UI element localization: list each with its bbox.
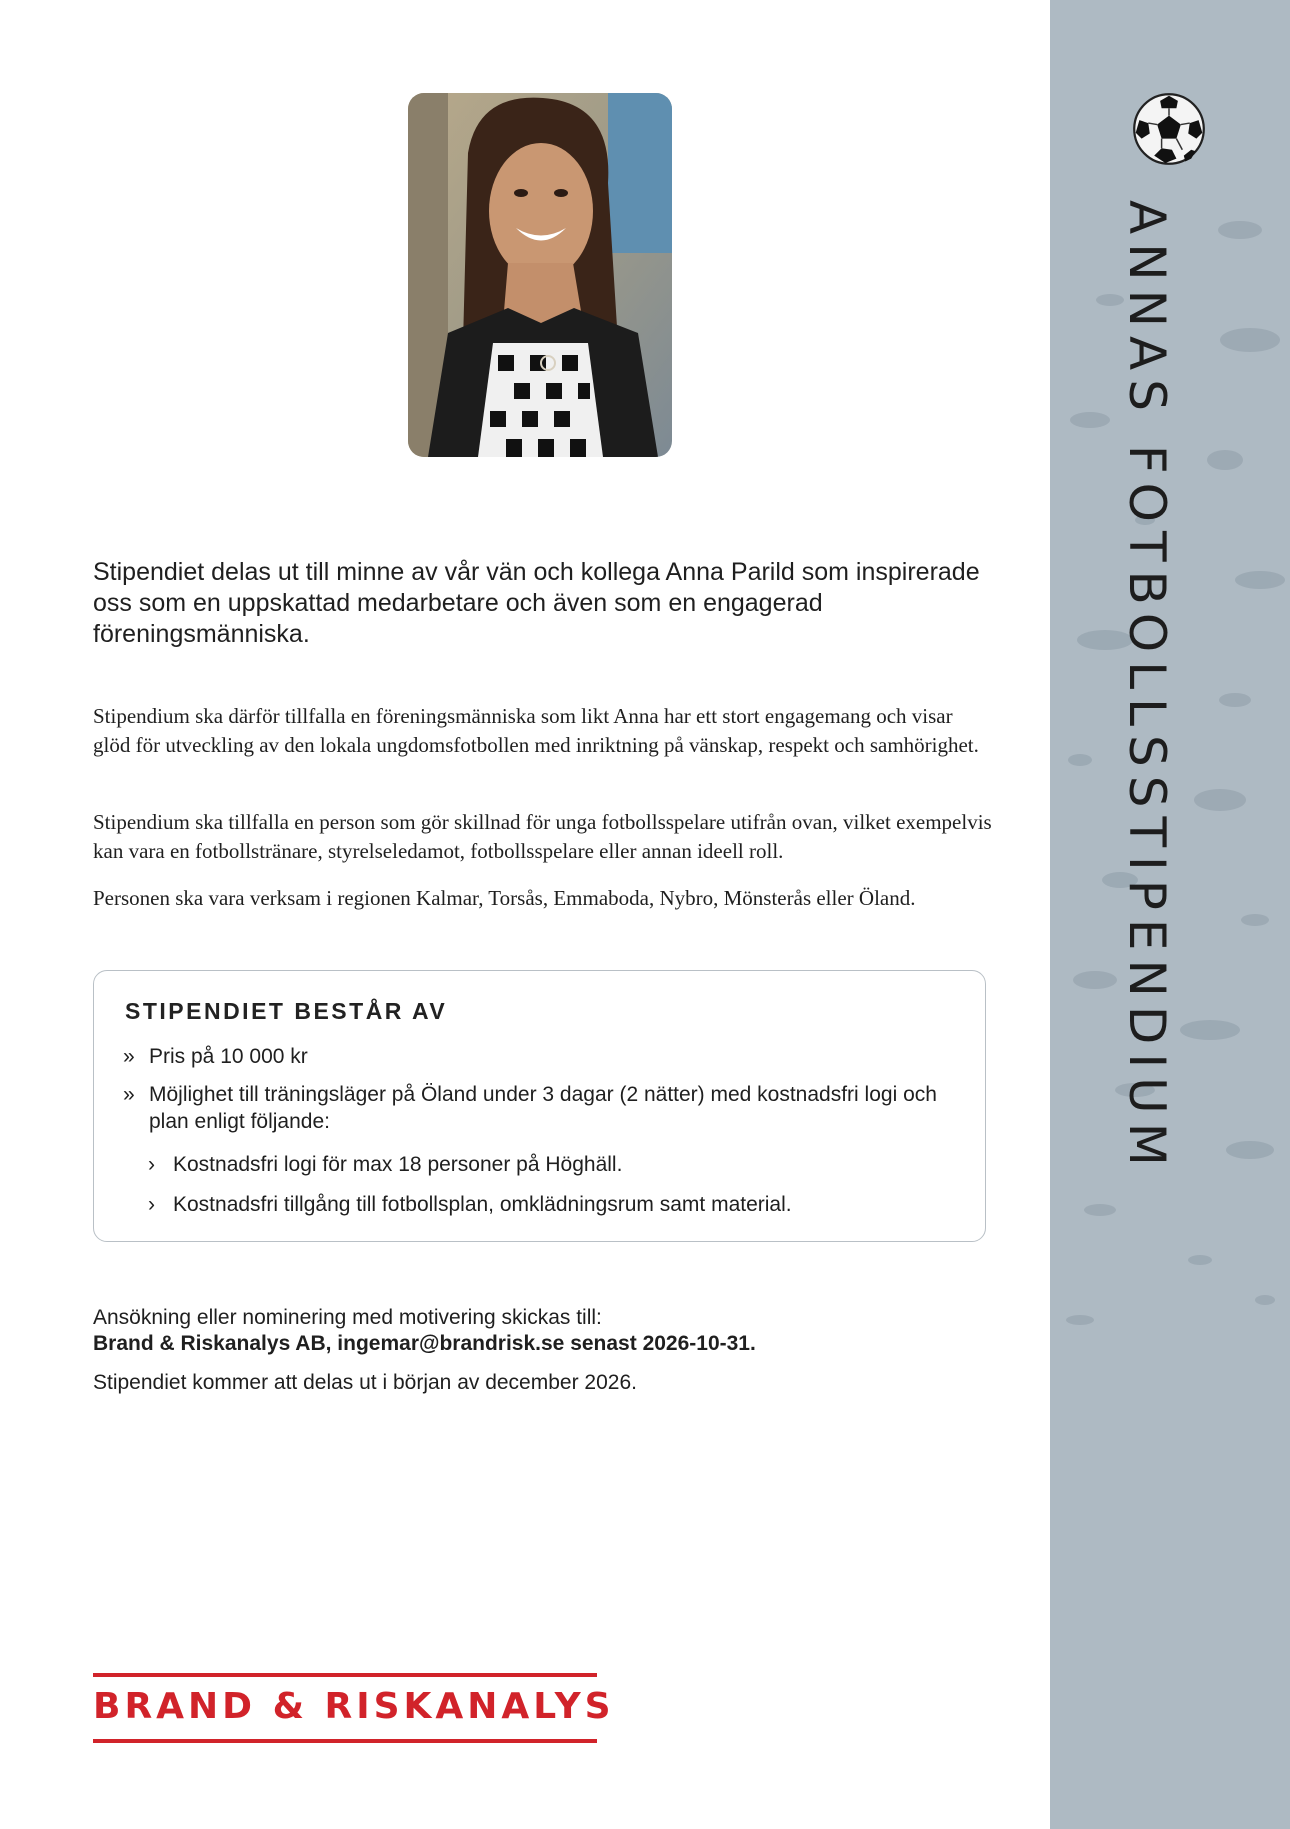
- list-item-text: Möjlighet till träningsläger på Öland under 3 dagar (2 nätter) med kostnadsfri logi och plan enligt följande:: [149, 1083, 937, 1133]
- company-logo: [93, 1673, 615, 1743]
- intro-text: Stipendiet delas ut till minne av vår vän och kollega Anna Parild som inspirerade oss som en uppskattad medarbetare och även som en engagerad föreningsmänniska.: [93, 558, 980, 648]
- list-item: [123, 1081, 973, 1135]
- application-info: [93, 1305, 756, 1357]
- body-paragraph: Stipendium ska tillfalla en person som gör skillnad för unga fotbollsspelare utifrån ovan, vilket exempelvis kan vara en fotbollstränare, styrelseledamot, fotbollsspelare eller annan ideell roll.: [93, 810, 992, 863]
- logo-rule: [93, 1673, 597, 1677]
- soccer-ball-icon: [1132, 92, 1206, 166]
- application-contact: Brand & Riskanalys AB, ingemar@brandrisk.se senast 2026-10-31.: [93, 1332, 756, 1355]
- bullet-marker: »: [123, 1083, 135, 1106]
- sub-bullet-marker: ›: [148, 1153, 155, 1176]
- bullet-marker: »: [123, 1045, 135, 1068]
- document-title: ANNAS FOTBOLLSSTIPENDIUM: [1118, 200, 1176, 1175]
- logo-wordmark: BRAND & RISKANALYS: [93, 1686, 615, 1727]
- application-instruction: Ansökning eller nominering med motivering skickas till:: [93, 1306, 602, 1329]
- portrait-photo: [408, 93, 672, 457]
- logo-rule: [93, 1739, 597, 1743]
- body-paragraph: Stipendium ska därför tillfalla en föreningsmänniska som likt Anna har ett stort engagemang och visar glöd för utveckling av den lokala ungdomsfotbollen med inriktning på vänskap, respekt och samhörighet.: [93, 704, 979, 757]
- sub-list-item: [148, 1191, 792, 1218]
- scholarship-box-title: STIPENDIET BESTÅR AV: [125, 998, 448, 1024]
- body-paragraph: Personen ska vara verksam i regionen Kalmar, Torsås, Emmaboda, Nybro, Mönsterås eller Öland.: [93, 886, 916, 910]
- award-date-text: Stipendiet kommer att delas ut i början av december 2026.: [93, 1371, 637, 1394]
- list-item: [123, 1043, 308, 1070]
- list-item-text: Pris på 10 000 kr: [149, 1045, 308, 1068]
- sub-list-item-text: Kostnadsfri logi för max 18 personer på Höghäll.: [173, 1153, 623, 1176]
- sub-list-item: [148, 1151, 622, 1178]
- sub-list-item-text: Kostnadsfri tillgång till fotbollsplan, omklädningsrum samt material.: [173, 1193, 792, 1216]
- sub-bullet-marker: ›: [148, 1193, 155, 1216]
